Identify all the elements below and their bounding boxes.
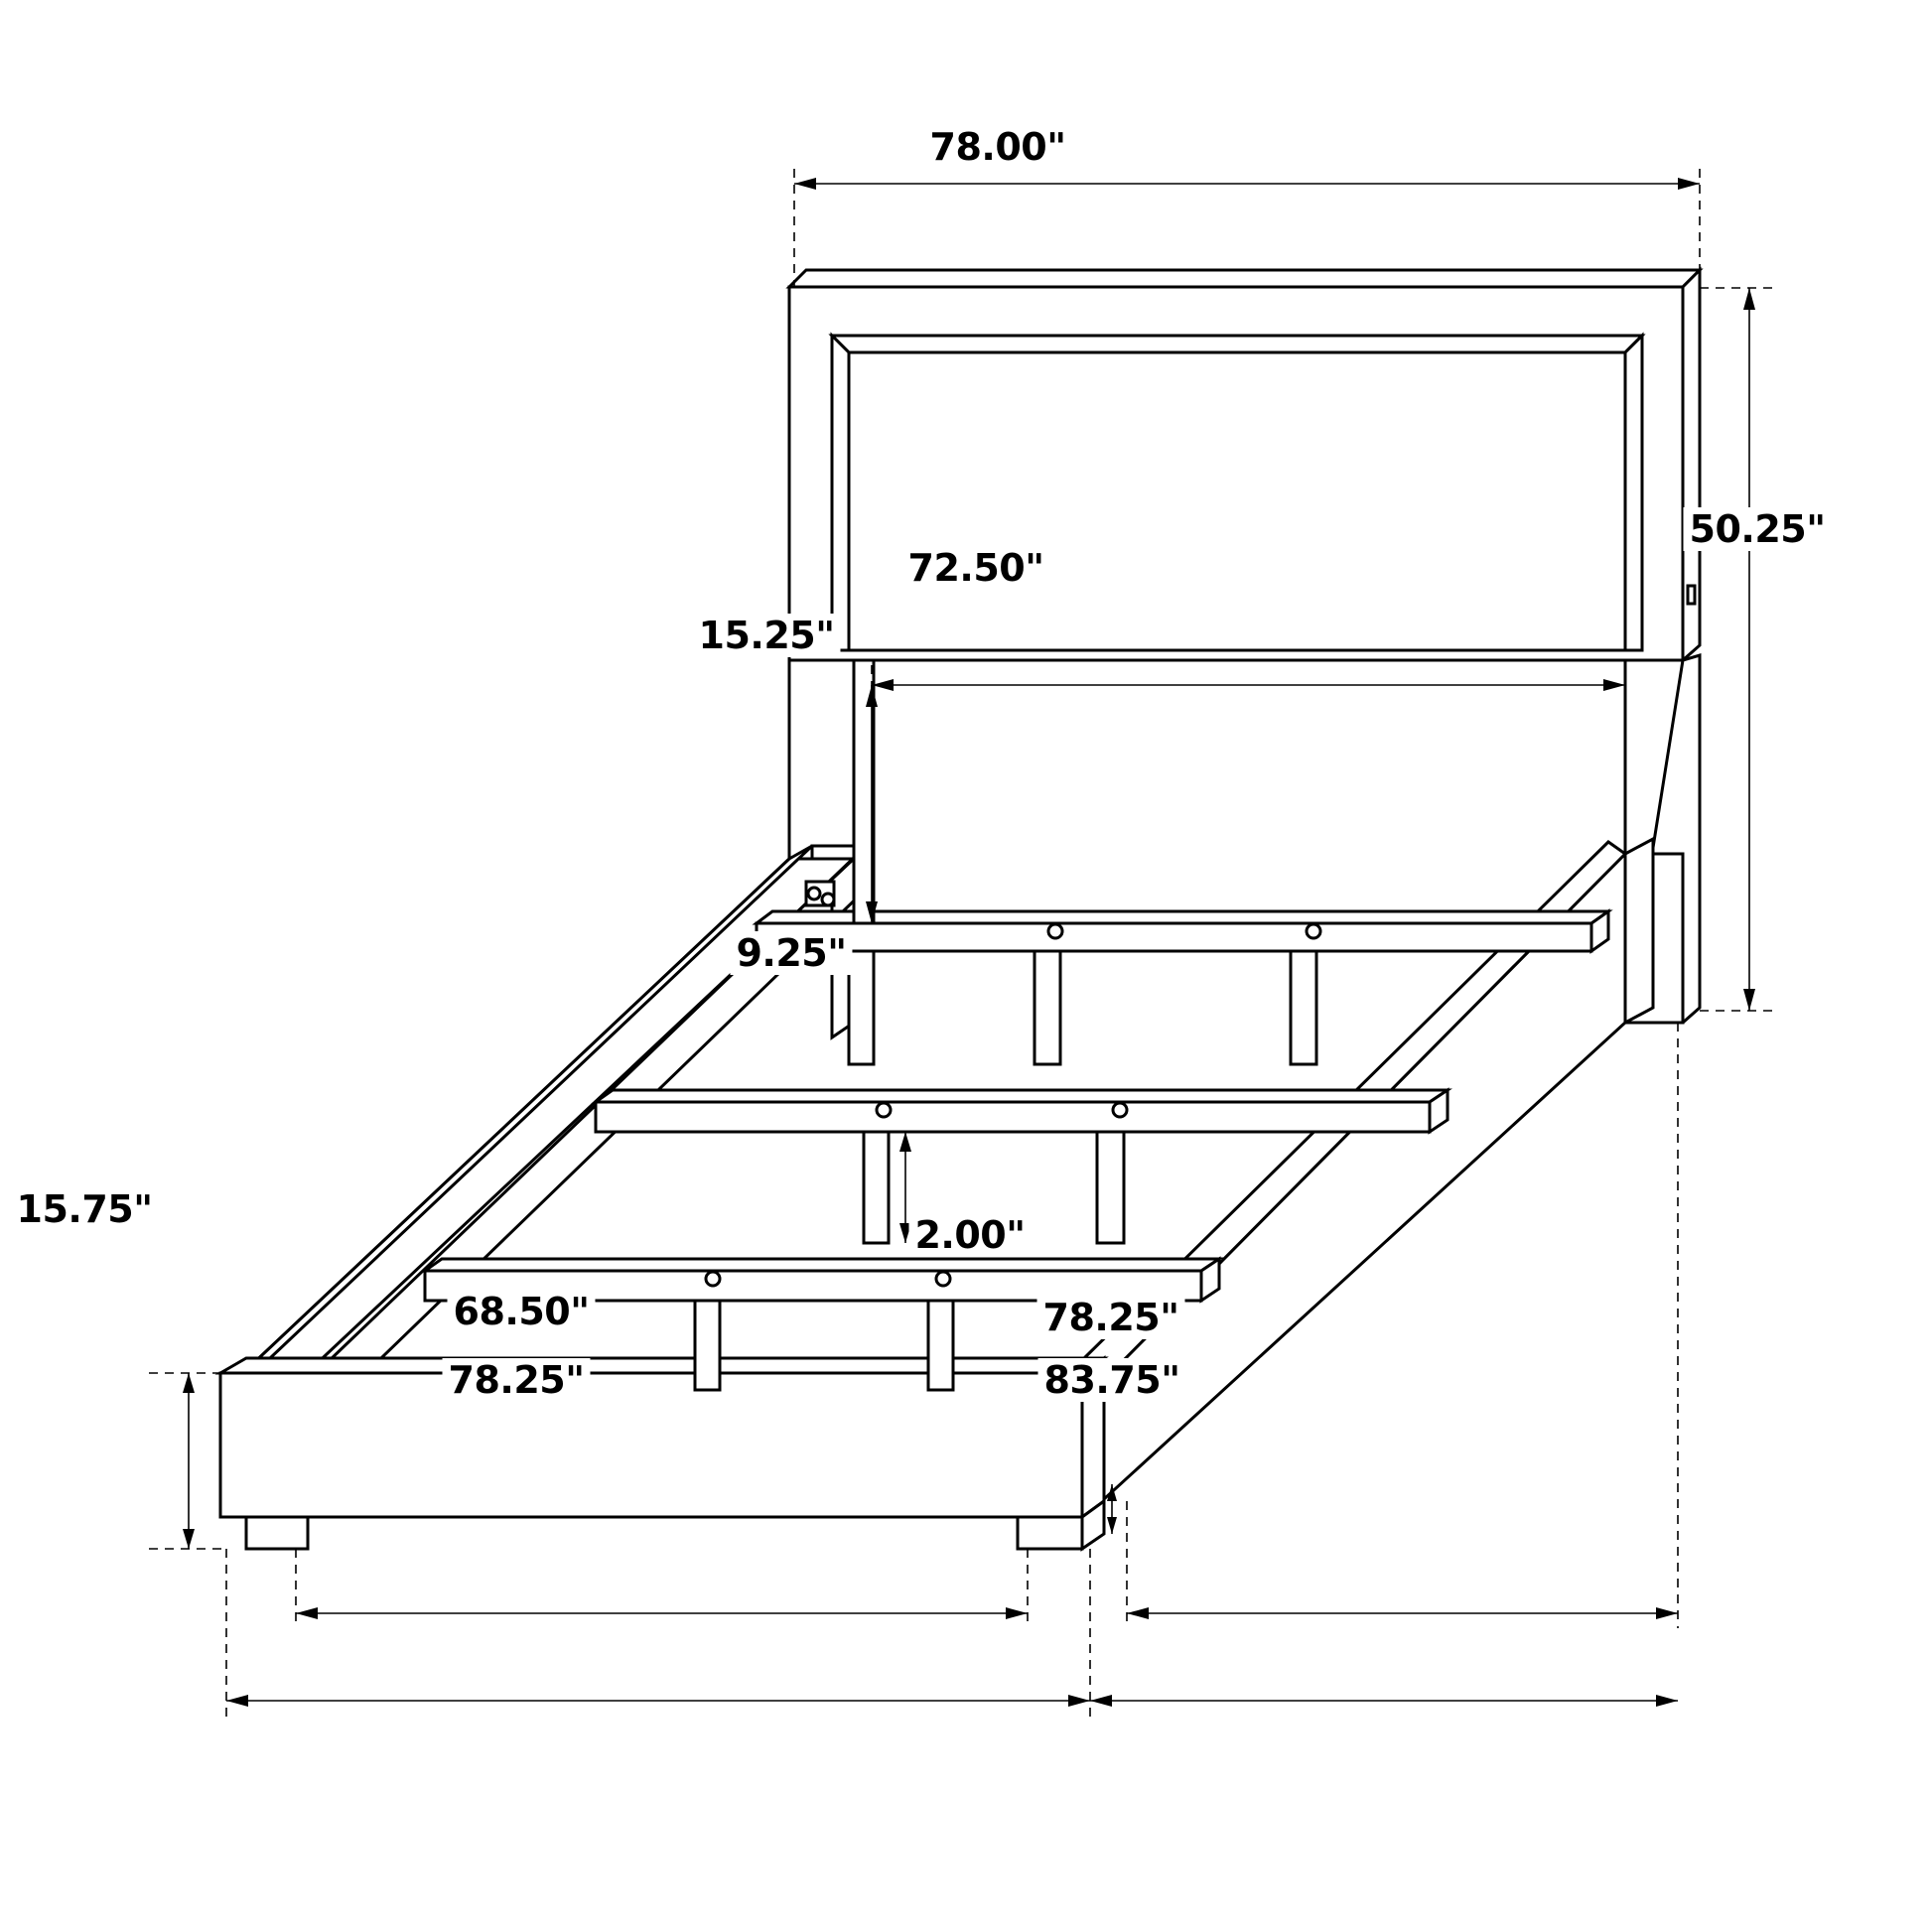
dimension-label-interior-width: 68.50" xyxy=(448,1290,596,1333)
dimension-label-slat-clearance: 9.25" xyxy=(730,931,852,975)
dimension-label-side-length-upper: 78.25" xyxy=(1037,1296,1185,1339)
dimension-label-footboard-height: 15.75" xyxy=(11,1187,159,1231)
dimension-label-headboard-panel-width: 72.50" xyxy=(902,546,1050,590)
dimension-label-overall-depth: 83.75" xyxy=(1038,1358,1186,1402)
dimension-label-headboard-height: 50.25" xyxy=(1684,507,1832,551)
dimension-label-headboard-panel-to-rail: 15.25" xyxy=(693,614,841,657)
dimension-label-overall-width-bottom: 78.25" xyxy=(443,1358,591,1402)
dimension-label-foot-rail-thickness: 2.00" xyxy=(908,1213,1031,1257)
dimension-label-overall-width-top: 78.00" xyxy=(924,125,1072,169)
